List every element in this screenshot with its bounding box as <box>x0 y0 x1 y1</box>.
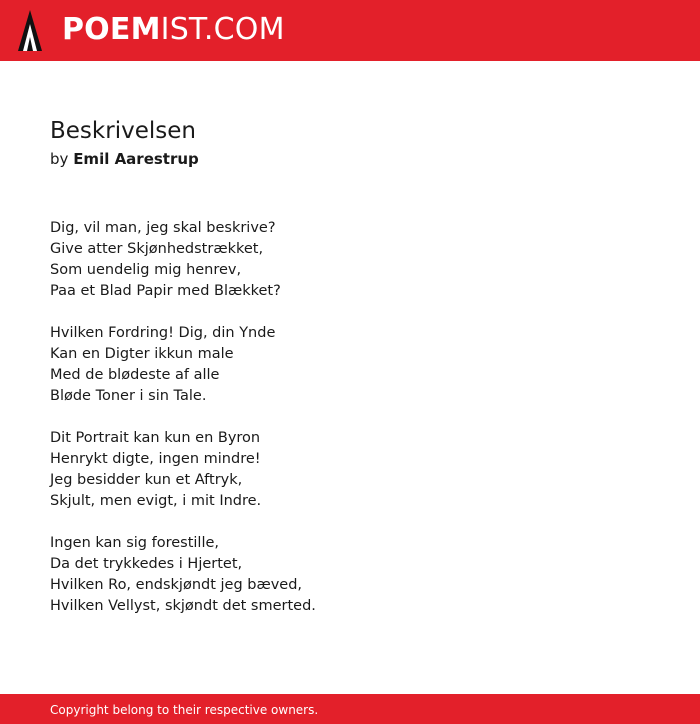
poem-line: Da det trykkedes i Hjertet, <box>50 556 243 572</box>
poem-line: Skjult, men evigt, i mit Indre. <box>50 493 262 509</box>
stanza <box>50 533 650 617</box>
poem-line: Bløde Toner i sin Tale. <box>50 388 207 404</box>
poem-line: Jeg besidder kun et Aftryk, <box>50 472 243 488</box>
poem-body <box>50 218 650 638</box>
poem-line: Med de blødeste af alle <box>50 367 220 383</box>
poem-line: Som uendelig mig henrev, <box>50 262 242 278</box>
poem-line: Dig, vil man, jeg skal beskrive? <box>50 220 276 236</box>
copyright-notice: Copyright belong to their respective owners. <box>50 703 319 717</box>
stanza <box>50 323 650 407</box>
stanza <box>50 218 650 302</box>
brand-name-bold: POEM <box>62 12 161 47</box>
poem-line: Ingen kan sig forestille, <box>50 535 220 551</box>
poem-line: Hvilken Ro, endskjøndt jeg bæved, <box>50 577 303 593</box>
site-header <box>0 0 700 61</box>
poem-line: Paa et Blad Papir med Blækket? <box>50 283 281 299</box>
author-name: Emil Aarestrup <box>73 150 199 168</box>
brand-name-light: IST.COM <box>160 12 285 47</box>
poem-title: Beskrivelsen <box>50 118 196 144</box>
poem-line: Dit Portrait kan kun en Byron <box>50 430 261 446</box>
pencil-tip-icon[interactable] <box>18 10 42 51</box>
stanza <box>50 428 650 512</box>
byline <box>50 149 199 169</box>
poem-line: Hvilken Vellyst, skjøndt det smerted. <box>50 598 316 614</box>
poem-line: Give atter Skjønhedstrækket, <box>50 241 264 257</box>
poem-line: Hvilken Fordring! Dig, din Ynde <box>50 325 276 341</box>
poem-line: Kan en Digter ikkun male <box>50 346 234 362</box>
site-logo-link[interactable] <box>62 12 285 48</box>
by-label: by <box>50 150 69 168</box>
poem-line: Henrykt digte, ingen mindre! <box>50 451 261 467</box>
site-footer <box>0 694 700 724</box>
